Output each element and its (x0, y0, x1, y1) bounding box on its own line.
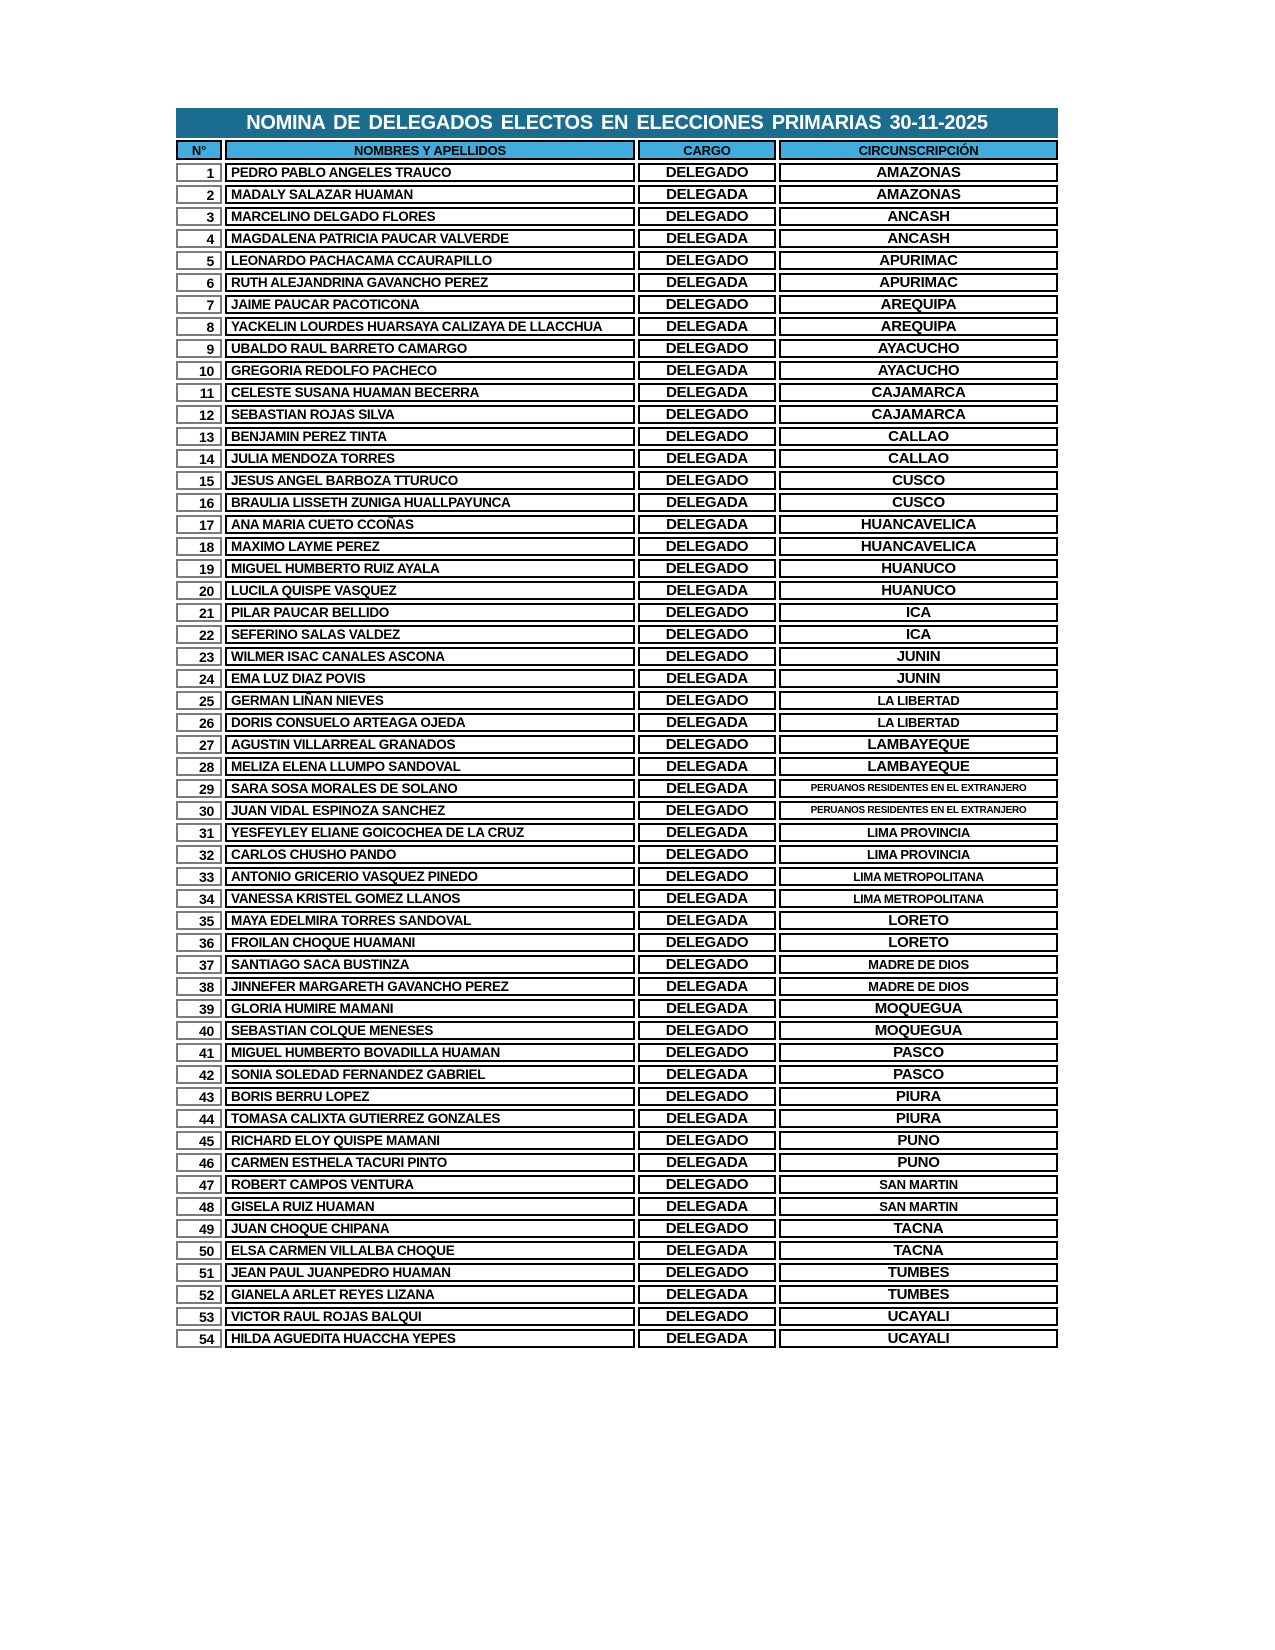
row-name: VANESSA KRISTEL GOMEZ LLANOS (225, 889, 635, 908)
row-number: 22 (176, 625, 222, 644)
row-cargo: DELEGADO (638, 559, 776, 578)
row-name: ANTONIO GRICERIO VASQUEZ PINEDO (225, 867, 635, 886)
table-row (176, 339, 1058, 358)
row-cargo: DELEGADA (638, 1197, 776, 1216)
row-circ: LORETO (779, 911, 1058, 930)
row-circ: MADRE DE DIOS (779, 955, 1058, 974)
row-number: 15 (176, 471, 222, 490)
row-number: 30 (176, 801, 222, 820)
table-row (176, 361, 1058, 380)
table-row (176, 207, 1058, 226)
row-cargo: DELEGADA (638, 581, 776, 600)
row-number: 5 (176, 251, 222, 270)
row-circ: ANCASH (779, 229, 1058, 248)
row-cargo: DELEGADA (638, 515, 776, 534)
row-number: 16 (176, 493, 222, 512)
row-name: YACKELIN LOURDES HUARSAYA CALIZAYA DE LLACCHUA (225, 317, 635, 336)
row-name: MAGDALENA PATRICIA PAUCAR VALVERDE (225, 229, 635, 248)
row-name: GREGORIA REDOLFO PACHECO (225, 361, 635, 380)
row-circ: LAMBAYEQUE (779, 757, 1058, 776)
row-circ: LA LIBERTAD (779, 691, 1058, 710)
table-row (176, 955, 1058, 974)
row-circ: LIMA METROPOLITANA (779, 889, 1058, 908)
row-name: VICTOR RAUL ROJAS BALQUI (225, 1307, 635, 1326)
row-name: HILDA AGUEDITA HUACCHA YEPES (225, 1329, 635, 1348)
row-name: JAIME PAUCAR PACOTICONA (225, 295, 635, 314)
row-circ: CAJAMARCA (779, 383, 1058, 402)
row-number: 4 (176, 229, 222, 248)
row-name: MAYA EDELMIRA TORRES SANDOVAL (225, 911, 635, 930)
row-cargo: DELEGADO (638, 1087, 776, 1106)
table-row (176, 625, 1058, 644)
row-number: 44 (176, 1109, 222, 1128)
row-name: SEBASTIAN COLQUE MENESES (225, 1021, 635, 1040)
row-number: 23 (176, 647, 222, 666)
row-circ: ICA (779, 625, 1058, 644)
row-number: 53 (176, 1307, 222, 1326)
row-circ: AYACUCHO (779, 339, 1058, 358)
table-row (176, 977, 1058, 996)
row-cargo: DELEGADO (638, 845, 776, 864)
row-number: 47 (176, 1175, 222, 1194)
row-number: 54 (176, 1329, 222, 1348)
table-row (176, 471, 1058, 490)
row-circ: LIMA PROVINCIA (779, 845, 1058, 864)
row-number: 11 (176, 383, 222, 402)
table-row (176, 163, 1058, 182)
row-name: BRAULIA LISSETH ZUNIGA HUALLPAYUNCA (225, 493, 635, 512)
row-number: 14 (176, 449, 222, 468)
row-circ: TUMBES (779, 1263, 1058, 1282)
row-name: MIGUEL HUMBERTO BOVADILLA HUAMAN (225, 1043, 635, 1062)
row-name: JUAN CHOQUE CHIPANA (225, 1219, 635, 1238)
row-number: 51 (176, 1263, 222, 1282)
row-name: GLORIA HUMIRE MAMANI (225, 999, 635, 1018)
row-number: 13 (176, 427, 222, 446)
row-circ: MADRE DE DIOS (779, 977, 1058, 996)
row-number: 12 (176, 405, 222, 424)
table-row (176, 251, 1058, 270)
row-number: 6 (176, 273, 222, 292)
row-circ: HUANUCO (779, 581, 1058, 600)
row-number: 10 (176, 361, 222, 380)
row-name: AGUSTIN VILLARREAL GRANADOS (225, 735, 635, 754)
row-cargo: DELEGADO (638, 471, 776, 490)
table-row (176, 1219, 1058, 1238)
row-number: 50 (176, 1241, 222, 1260)
row-name: PILAR PAUCAR BELLIDO (225, 603, 635, 622)
table-row (176, 603, 1058, 622)
table-row (176, 933, 1058, 952)
row-circ: SAN MARTIN (779, 1197, 1058, 1216)
row-number: 8 (176, 317, 222, 336)
table-row (176, 1197, 1058, 1216)
row-cargo: DELEGADO (638, 295, 776, 314)
row-cargo: DELEGADO (638, 207, 776, 226)
row-number: 25 (176, 691, 222, 710)
row-name: JUAN VIDAL ESPINOZA SANCHEZ (225, 801, 635, 820)
row-number: 35 (176, 911, 222, 930)
row-cargo: DELEGADO (638, 603, 776, 622)
row-number: 21 (176, 603, 222, 622)
row-name: ROBERT CAMPOS VENTURA (225, 1175, 635, 1194)
row-cargo: DELEGADA (638, 713, 776, 732)
table-row (176, 823, 1058, 842)
row-number: 19 (176, 559, 222, 578)
row-circ: ICA (779, 603, 1058, 622)
table-row (176, 185, 1058, 204)
table-row (176, 779, 1058, 798)
row-cargo: DELEGADO (638, 867, 776, 886)
table-row (176, 559, 1058, 578)
row-cargo: DELEGADA (638, 823, 776, 842)
row-cargo: DELEGADA (638, 361, 776, 380)
table-row (176, 1175, 1058, 1194)
row-cargo: DELEGADA (638, 317, 776, 336)
row-cargo: DELEGADA (638, 1109, 776, 1128)
row-cargo: DELEGADO (638, 933, 776, 952)
row-cargo: DELEGADO (638, 1043, 776, 1062)
row-name: FROILAN CHOQUE HUAMANI (225, 933, 635, 952)
row-circ: TACNA (779, 1219, 1058, 1238)
row-cargo: DELEGADA (638, 757, 776, 776)
table-row (176, 1329, 1058, 1348)
row-number: 2 (176, 185, 222, 204)
row-name: MIGUEL HUMBERTO RUIZ AYALA (225, 559, 635, 578)
row-circ: SAN MARTIN (779, 1175, 1058, 1194)
row-name: GISELA RUIZ HUAMAN (225, 1197, 635, 1216)
row-circ: HUANCAVELICA (779, 537, 1058, 556)
row-number: 43 (176, 1087, 222, 1106)
row-name: LEONARDO PACHACAMA CCAURAPILLO (225, 251, 635, 270)
row-number: 52 (176, 1285, 222, 1304)
table-row (176, 537, 1058, 556)
row-cargo: DELEGADO (638, 405, 776, 424)
row-cargo: DELEGADA (638, 185, 776, 204)
row-number: 34 (176, 889, 222, 908)
row-circ: PASCO (779, 1043, 1058, 1062)
row-name: JESUS ANGEL BARBOZA TTURUCO (225, 471, 635, 490)
row-cargo: DELEGADA (638, 273, 776, 292)
row-name: BORIS BERRU LOPEZ (225, 1087, 635, 1106)
table-row (176, 581, 1058, 600)
table-row (176, 911, 1058, 930)
row-name: SEFERINO SALAS VALDEZ (225, 625, 635, 644)
table-row (176, 889, 1058, 908)
row-name: BENJAMIN PEREZ TINTA (225, 427, 635, 446)
column-header-cargo: CARGO (638, 140, 776, 160)
table-row (176, 1263, 1058, 1282)
table-row (176, 1021, 1058, 1040)
row-cargo: DELEGADA (638, 911, 776, 930)
row-cargo: DELEGADA (638, 977, 776, 996)
row-circ: APURIMAC (779, 251, 1058, 270)
table-row (176, 1307, 1058, 1326)
row-name: MARCELINO DELGADO FLORES (225, 207, 635, 226)
row-cargo: DELEGADA (638, 1065, 776, 1084)
row-name: MADALY SALAZAR HUAMAN (225, 185, 635, 204)
row-circ: APURIMAC (779, 273, 1058, 292)
row-cargo: DELEGADA (638, 493, 776, 512)
row-circ: LAMBAYEQUE (779, 735, 1058, 754)
row-circ: UCAYALI (779, 1329, 1058, 1348)
row-cargo: DELEGADO (638, 1219, 776, 1238)
row-cargo: DELEGADO (638, 1175, 776, 1194)
table-row (176, 845, 1058, 864)
row-cargo: DELEGADO (638, 801, 776, 820)
row-circ: HUANCAVELICA (779, 515, 1058, 534)
table-header-row (176, 140, 1058, 160)
row-name: TOMASA CALIXTA GUTIERREZ GONZALES (225, 1109, 635, 1128)
row-circ: PUNO (779, 1153, 1058, 1172)
row-number: 40 (176, 1021, 222, 1040)
row-number: 24 (176, 669, 222, 688)
row-number: 46 (176, 1153, 222, 1172)
row-name: YESFEYLEY ELIANE GOICOCHEA DE LA CRUZ (225, 823, 635, 842)
row-number: 36 (176, 933, 222, 952)
row-circ: JUNIN (779, 669, 1058, 688)
row-cargo: DELEGADA (638, 1329, 776, 1348)
table-row (176, 1285, 1058, 1304)
row-name: UBALDO RAUL BARRETO CAMARGO (225, 339, 635, 358)
table-row (176, 493, 1058, 512)
column-header-circunscripcion: CIRCUNSCRIPCIÓN (779, 140, 1058, 160)
row-name: RICHARD ELOY QUISPE MAMANI (225, 1131, 635, 1150)
row-circ: LA LIBERTAD (779, 713, 1058, 732)
row-number: 41 (176, 1043, 222, 1062)
row-number: 31 (176, 823, 222, 842)
row-name: JULIA MENDOZA TORRES (225, 449, 635, 468)
row-cargo: DELEGADA (638, 779, 776, 798)
row-circ: PIURA (779, 1087, 1058, 1106)
row-name: LUCILA QUISPE VASQUEZ (225, 581, 635, 600)
row-name: CARMEN ESTHELA TACURI PINTO (225, 1153, 635, 1172)
table-row (176, 1131, 1058, 1150)
row-name: JINNEFER MARGARETH GAVANCHO PEREZ (225, 977, 635, 996)
table-row (176, 295, 1058, 314)
row-cargo: DELEGADO (638, 955, 776, 974)
row-number: 27 (176, 735, 222, 754)
table-row (176, 1065, 1058, 1084)
row-name: SEBASTIAN ROJAS SILVA (225, 405, 635, 424)
row-cargo: DELEGADA (638, 229, 776, 248)
row-name: RUTH ALEJANDRINA GAVANCHO PEREZ (225, 273, 635, 292)
row-number: 28 (176, 757, 222, 776)
table-row (176, 757, 1058, 776)
row-cargo: DELEGADO (638, 1021, 776, 1040)
row-cargo: DELEGADA (638, 1285, 776, 1304)
table-row (176, 229, 1058, 248)
row-name: CARLOS CHUSHO PANDO (225, 845, 635, 864)
table-body (176, 163, 1058, 1348)
row-number: 1 (176, 163, 222, 182)
row-circ: PERUANOS RESIDENTES EN EL EXTRANJERO (779, 801, 1058, 820)
row-name: DORIS CONSUELO ARTEAGA OJEDA (225, 713, 635, 732)
row-name: SARA SOSA MORALES DE SOLANO (225, 779, 635, 798)
row-name: WILMER ISAC CANALES ASCONA (225, 647, 635, 666)
row-cargo: DELEGADO (638, 691, 776, 710)
row-name: GERMAN LIÑAN NIEVES (225, 691, 635, 710)
row-cargo: DELEGADA (638, 383, 776, 402)
table-row (176, 1153, 1058, 1172)
row-circ: CAJAMARCA (779, 405, 1058, 424)
row-circ: AMAZONAS (779, 185, 1058, 204)
table-row (176, 647, 1058, 666)
row-name: JEAN PAUL JUANPEDRO HUAMAN (225, 1263, 635, 1282)
row-name: MAXIMO LAYME PEREZ (225, 537, 635, 556)
row-cargo: DELEGADA (638, 1241, 776, 1260)
row-number: 39 (176, 999, 222, 1018)
row-name: ANA MARIA CUETO CCOÑAS (225, 515, 635, 534)
row-number: 45 (176, 1131, 222, 1150)
row-cargo: DELEGADO (638, 1307, 776, 1326)
table-row (176, 383, 1058, 402)
row-cargo: DELEGADA (638, 1153, 776, 1172)
table-row (176, 1087, 1058, 1106)
table-row (176, 867, 1058, 886)
row-number: 26 (176, 713, 222, 732)
row-circ: HUANUCO (779, 559, 1058, 578)
row-circ: AMAZONAS (779, 163, 1058, 182)
table-row (176, 801, 1058, 820)
table-row (176, 713, 1058, 732)
row-number: 49 (176, 1219, 222, 1238)
row-circ: JUNIN (779, 647, 1058, 666)
row-number: 29 (176, 779, 222, 798)
column-header-number: N° (176, 140, 222, 160)
row-circ: MOQUEGUA (779, 999, 1058, 1018)
row-circ: TUMBES (779, 1285, 1058, 1304)
table-row (176, 1043, 1058, 1062)
row-circ: LIMA METROPOLITANA (779, 867, 1058, 886)
row-circ: PASCO (779, 1065, 1058, 1084)
row-name: MELIZA ELENA LLUMPO SANDOVAL (225, 757, 635, 776)
row-circ: ANCASH (779, 207, 1058, 226)
row-circ: AYACUCHO (779, 361, 1058, 380)
row-name: SONIA SOLEDAD FERNANDEZ GABRIEL (225, 1065, 635, 1084)
row-cargo: DELEGADO (638, 537, 776, 556)
row-name: EMA LUZ DIAZ POVIS (225, 669, 635, 688)
table-row (176, 515, 1058, 534)
table-row (176, 691, 1058, 710)
table-title: NOMINA DE DELEGADOS ELECTOS EN ELECCIONES PRIMARIAS 30-11-2025 (176, 108, 1058, 138)
row-name: CELESTE SUSANA HUAMAN BECERRA (225, 383, 635, 402)
row-cargo: DELEGADO (638, 1131, 776, 1150)
row-number: 32 (176, 845, 222, 864)
table-row (176, 999, 1058, 1018)
row-number: 3 (176, 207, 222, 226)
row-circ: CUSCO (779, 493, 1058, 512)
table-row (176, 735, 1058, 754)
row-number: 42 (176, 1065, 222, 1084)
row-circ: AREQUIPA (779, 295, 1058, 314)
row-name: ELSA CARMEN VILLALBA CHOQUE (225, 1241, 635, 1260)
row-cargo: DELEGADO (638, 251, 776, 270)
table-row (176, 273, 1058, 292)
row-circ: TACNA (779, 1241, 1058, 1260)
row-circ: MOQUEGUA (779, 1021, 1058, 1040)
row-cargo: DELEGADA (638, 669, 776, 688)
row-cargo: DELEGADO (638, 1263, 776, 1282)
row-number: 37 (176, 955, 222, 974)
table-row (176, 669, 1058, 688)
row-circ: PIURA (779, 1109, 1058, 1128)
table-row (176, 405, 1058, 424)
row-circ: LORETO (779, 933, 1058, 952)
row-circ: AREQUIPA (779, 317, 1058, 336)
row-circ: PERUANOS RESIDENTES EN EL EXTRANJERO (779, 779, 1058, 798)
column-header-names: NOMBRES Y APELLIDOS (225, 140, 635, 160)
row-name: SANTIAGO SACA BUSTINZA (225, 955, 635, 974)
row-cargo: DELEGADA (638, 889, 776, 908)
row-cargo: DELEGADA (638, 449, 776, 468)
row-name: PEDRO PABLO ANGELES TRAUCO (225, 163, 635, 182)
table-row (176, 1109, 1058, 1128)
table-row (176, 449, 1058, 468)
row-number: 48 (176, 1197, 222, 1216)
row-number: 7 (176, 295, 222, 314)
delegates-table (176, 108, 1058, 1351)
row-circ: CALLAO (779, 427, 1058, 446)
row-cargo: DELEGADO (638, 735, 776, 754)
row-number: 17 (176, 515, 222, 534)
row-circ: LIMA PROVINCIA (779, 823, 1058, 842)
row-cargo: DELEGADA (638, 999, 776, 1018)
row-circ: CUSCO (779, 471, 1058, 490)
row-cargo: DELEGADO (638, 163, 776, 182)
row-circ: CALLAO (779, 449, 1058, 468)
row-circ: PUNO (779, 1131, 1058, 1150)
row-number: 33 (176, 867, 222, 886)
row-cargo: DELEGADO (638, 427, 776, 446)
row-number: 20 (176, 581, 222, 600)
row-cargo: DELEGADO (638, 625, 776, 644)
row-number: 9 (176, 339, 222, 358)
row-cargo: DELEGADO (638, 339, 776, 358)
table-row (176, 317, 1058, 336)
table-row (176, 427, 1058, 446)
row-circ: UCAYALI (779, 1307, 1058, 1326)
row-name: GIANELA ARLET REYES LIZANA (225, 1285, 635, 1304)
table-row (176, 1241, 1058, 1260)
row-cargo: DELEGADO (638, 647, 776, 666)
row-number: 38 (176, 977, 222, 996)
row-number: 18 (176, 537, 222, 556)
